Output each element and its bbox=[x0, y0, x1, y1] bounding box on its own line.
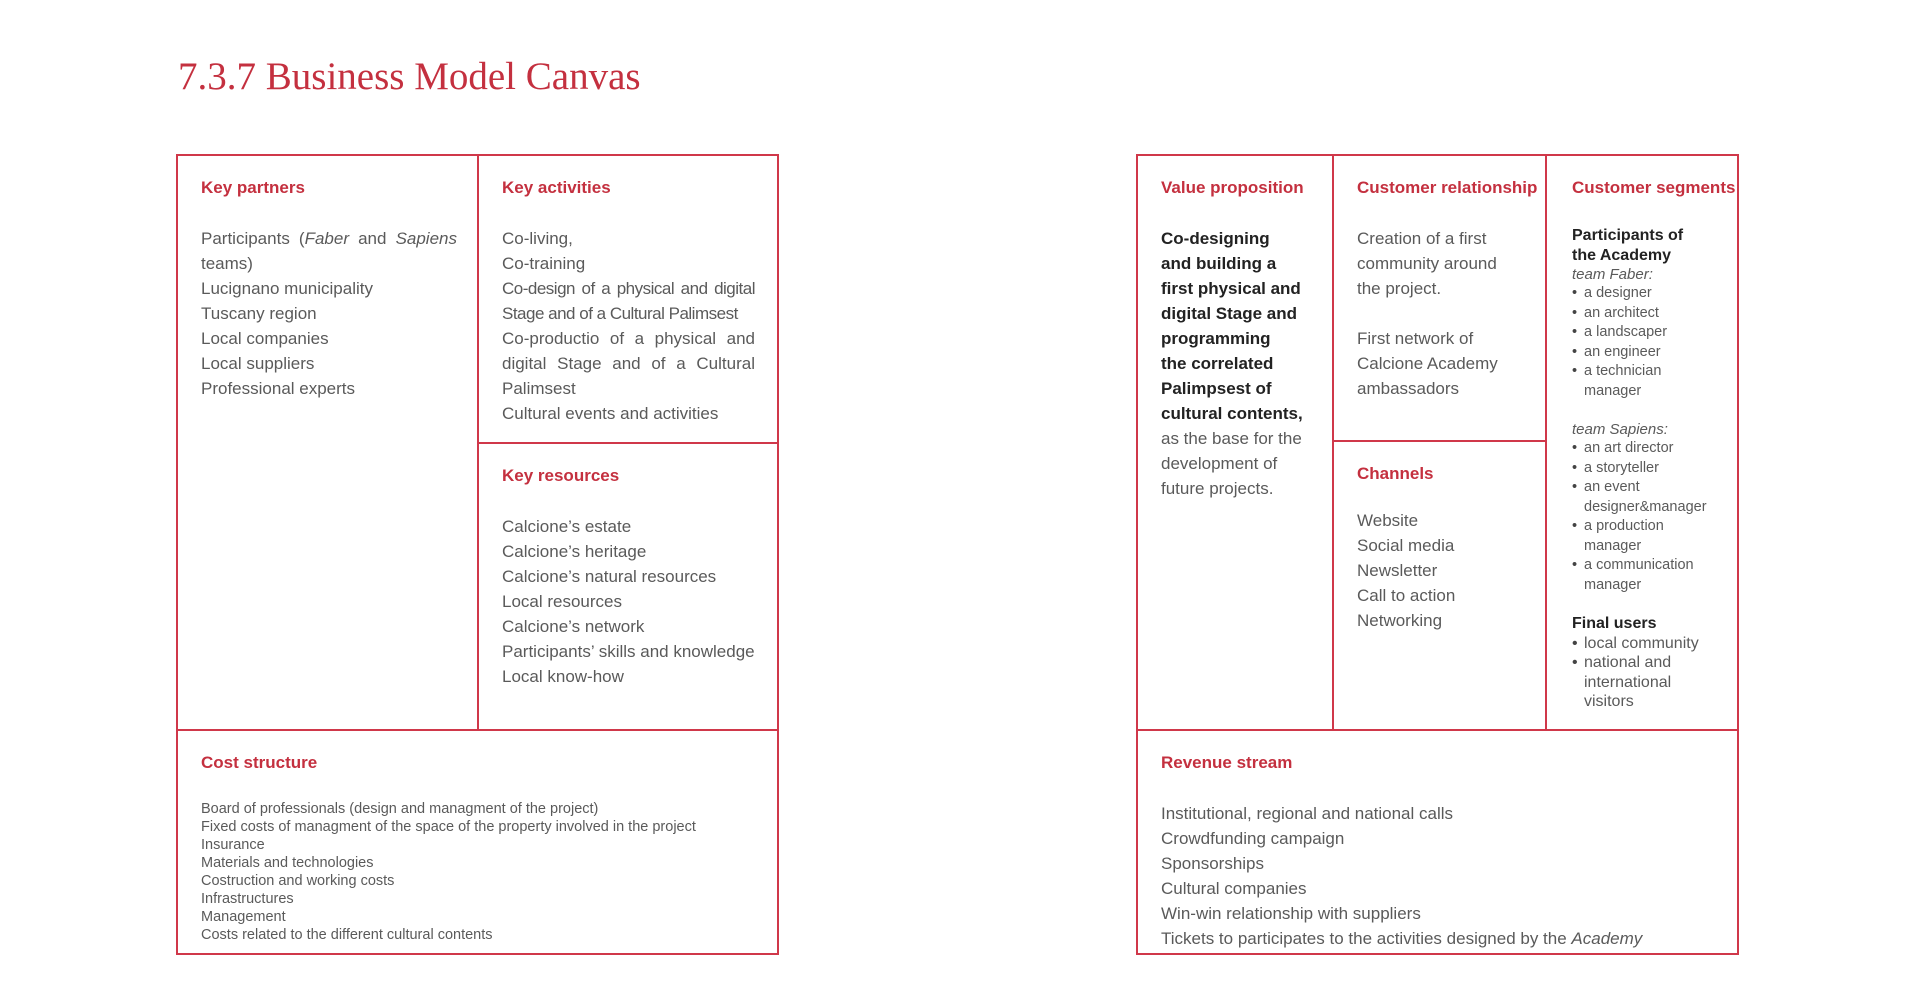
final-users-title: Final users bbox=[1572, 615, 1657, 633]
list-item: • a landscaper bbox=[1572, 323, 1733, 343]
list-item: • a communication manager bbox=[1572, 556, 1714, 595]
list-item: Local suppliers bbox=[201, 354, 315, 374]
list-item: Cultural events and activities bbox=[502, 404, 719, 424]
list-item: Calcione’s network bbox=[502, 617, 645, 637]
list-item: Management bbox=[201, 908, 286, 925]
list-item: Participants’ skills and knowledge bbox=[502, 642, 755, 662]
key-resources-cell bbox=[477, 442, 779, 731]
list-item: Sponsorships bbox=[1161, 854, 1265, 874]
customer-segments-heading: Customer segments bbox=[1572, 178, 1736, 197]
value-proposition-heading: Value proposition bbox=[1161, 178, 1304, 197]
list-item: Board of professionals (design and managment of the project) bbox=[201, 801, 599, 818]
list-item: Professional experts bbox=[201, 379, 356, 399]
cost-structure-cell bbox=[176, 729, 779, 955]
list-item: • an art director bbox=[1572, 439, 1733, 459]
list-item: Local know-how bbox=[502, 667, 624, 687]
final-users-list bbox=[1572, 634, 1733, 712]
list-item: Calcione’s natural resources bbox=[502, 567, 717, 587]
list-item: Crowdfunding campaign bbox=[1161, 829, 1345, 849]
list-item: • an event designer&manager bbox=[1572, 478, 1724, 517]
customer-relationship-cell bbox=[1332, 154, 1547, 442]
list-item: Lucignano municipality bbox=[201, 279, 373, 299]
team-faber-list bbox=[1572, 284, 1733, 401]
value-proposition-text: Co-designing and building a first physical and digital Stage and programming the correlated Palimpsest of cultural contents, as the base for the development of future projects. bbox=[1161, 229, 1303, 499]
list-item: Insurance bbox=[201, 837, 265, 854]
key-resources-list bbox=[502, 514, 755, 689]
list-item: Co-design of a physical and digital Stage and of a Cultural Palimsest bbox=[502, 279, 755, 324]
list-item: Social media bbox=[1357, 536, 1455, 556]
key-activities-heading: Key activities bbox=[502, 178, 611, 197]
list-item: • national and international visitors bbox=[1572, 653, 1694, 712]
list-item: Calcione’s estate bbox=[502, 517, 632, 537]
team-faber-label: team Faber: bbox=[1572, 266, 1653, 284]
revenue-stream-list bbox=[1161, 801, 1715, 951]
list-item: Cultural companies bbox=[1161, 879, 1307, 899]
list-item: • a production manager bbox=[1572, 517, 1684, 556]
list-item: Website bbox=[1357, 511, 1419, 531]
participants-title: Participants of the Academy bbox=[1572, 227, 1684, 264]
page-title: 7.3.7 Business Model Canvas bbox=[178, 55, 641, 98]
list-item: Fixed costs of managment of the space of the property involved in the project bbox=[201, 819, 696, 836]
list-item: Local companies bbox=[201, 329, 329, 349]
list-item: Co-productio of a physical and digital Stage and of a Cultural Palimsest bbox=[502, 329, 755, 399]
team-sapiens-label: team Sapiens: bbox=[1572, 421, 1668, 439]
key-partners-cell bbox=[176, 154, 479, 731]
customer-relationship-text: Creation of a first community around the project. First network of Calcione Academy ambassadors bbox=[1357, 229, 1498, 399]
list-item: Institutional, regional and national calls bbox=[1161, 804, 1454, 824]
list-item: Calcione’s heritage bbox=[502, 542, 647, 562]
channels-cell bbox=[1332, 440, 1547, 731]
key-partners-heading: Key partners bbox=[201, 178, 305, 197]
list-item: • a technician manager bbox=[1572, 362, 1684, 401]
list-item: Call to action bbox=[1357, 586, 1456, 606]
list-item: Costruction and working costs bbox=[201, 873, 395, 890]
list-item: Materials and technologies bbox=[201, 855, 374, 872]
list-item: • a designer bbox=[1572, 284, 1733, 304]
channels-heading: Channels bbox=[1357, 464, 1434, 483]
customer-segments-cell bbox=[1545, 154, 1739, 731]
list-item: Co-living, bbox=[502, 229, 573, 249]
cost-structure-list bbox=[201, 801, 755, 944]
key-partners-list bbox=[201, 276, 457, 401]
list-item: • a storyteller bbox=[1572, 459, 1733, 479]
list-item: Local resources bbox=[502, 592, 623, 612]
value-proposition-cell bbox=[1136, 154, 1334, 731]
list-item: • an architect bbox=[1572, 304, 1733, 324]
key-activities-list bbox=[502, 226, 755, 426]
list-item: • an engineer bbox=[1572, 343, 1733, 363]
list-item: Win-win relationship with suppliers bbox=[1161, 904, 1421, 924]
list-item: • local community bbox=[1572, 634, 1733, 654]
list-item: Co-training bbox=[502, 254, 586, 274]
list-item: Infrastructures bbox=[201, 890, 294, 907]
list-item: Networking bbox=[1357, 611, 1443, 631]
team-sapiens-list bbox=[1572, 439, 1733, 595]
key-partners-intro: Participants (Faber and Sapiens teams) bbox=[201, 229, 457, 274]
revenue-stream-heading: Revenue stream bbox=[1161, 753, 1293, 772]
customer-relationship-heading: Customer relationship bbox=[1357, 178, 1538, 197]
list-item: Tuscany region bbox=[201, 304, 317, 324]
revenue-stream-cell bbox=[1136, 729, 1739, 955]
list-item: Tickets to participates to the activities designed by the Academy bbox=[1161, 929, 1643, 949]
key-activities-cell bbox=[477, 154, 779, 444]
channels-list bbox=[1357, 508, 1523, 633]
list-item: Newsletter bbox=[1357, 561, 1438, 581]
cost-structure-heading: Cost structure bbox=[201, 753, 318, 772]
key-resources-heading: Key resources bbox=[502, 466, 620, 485]
list-item: Costs related to the different cultural contents bbox=[201, 926, 493, 943]
